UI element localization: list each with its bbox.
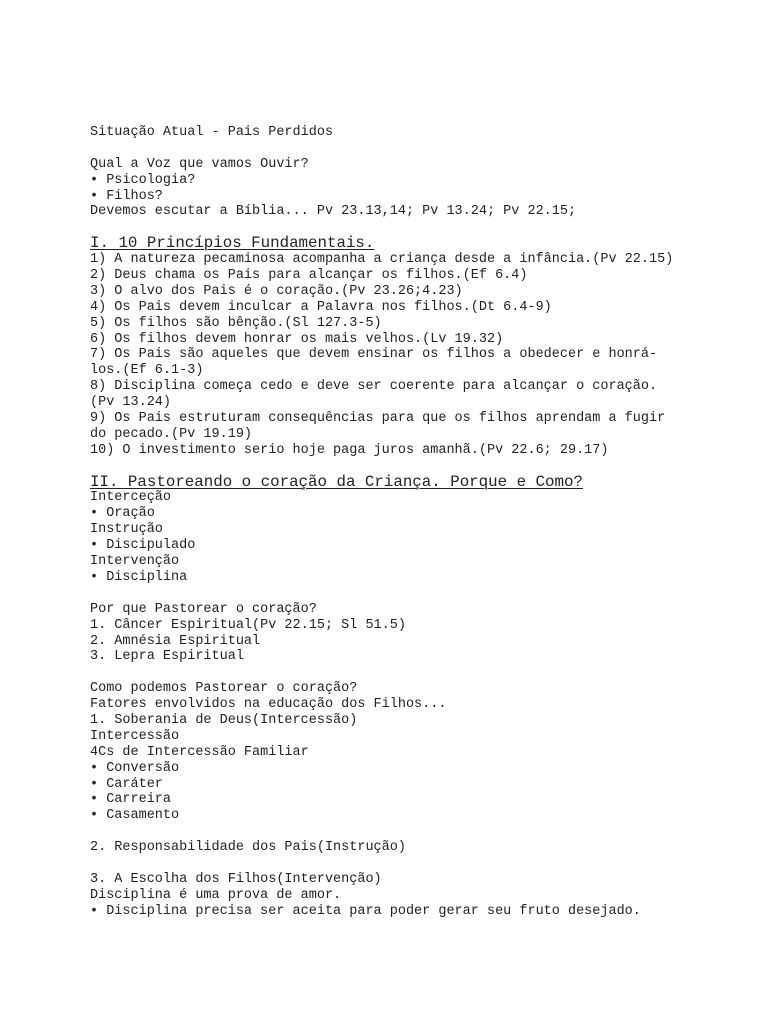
pillar-title: Interceção — [90, 490, 172, 506]
how-question: Como podemos Pastorear o coração? — [90, 681, 358, 697]
intro-question: Qual a Voz que vamos Ouvir? — [90, 156, 309, 172]
factor-3-note: Disciplina é uma prova de amor. — [90, 887, 342, 903]
factor-1-title: 1. Soberania de Deus(Intercessão) — [90, 712, 358, 728]
principle-item: 9) Os Pais estruturam consequências para que os filhos aprendam a fugir — [90, 411, 666, 427]
factor-2-title: 2. Responsabilidade dos Pais(Instrução) — [90, 840, 406, 856]
principle-item: 3) O alvo dos Pais é o coração.(Pv 23.26;4.23) — [90, 283, 463, 299]
document-page — [90, 125, 730, 920]
blank-line — [90, 665, 730, 681]
factor-1-bullet: • Caráter — [90, 776, 163, 792]
principle-item: 2) Deus chama os Pais para alcançar os filhos.(Ef 6.4) — [90, 268, 528, 284]
pillar-title: Intervenção — [90, 554, 180, 570]
factor-3-title: 3. A Escolha dos Filhos(Intervenção) — [90, 871, 382, 887]
factor-1-bullet: • Casamento — [90, 808, 180, 824]
principle-item: 6) Os filhos devem honrar os mais velhos.(Lv 19.32) — [90, 331, 504, 347]
section-1-heading: I. 10 Princípios Fundamentais. — [90, 234, 375, 253]
principle-item: 7) Os Pais são aqueles que devem ensinar os filhos a obedecer e honrá- — [90, 347, 658, 363]
why-item: 3. Lepra Espiritual — [90, 649, 244, 665]
pillar-bullet: • Oração — [90, 506, 155, 522]
principle-item: 10) O investimento serio hoje paga juros amanhã.(Pv 22.6; 29.17) — [90, 442, 609, 458]
pillar-bullet: • Disciplina — [90, 569, 188, 585]
factor-1-subtitle: Intercessão — [90, 728, 180, 744]
pillar-bullet: • Discipulado — [90, 538, 196, 554]
principle-item-continuation: do pecado.(Pv 19.19) — [90, 426, 253, 442]
principle-item-continuation: (Pv 13.24) — [90, 395, 172, 411]
principle-item: 4) Os Pais devem inculcar a Palavra nos filhos.(Dt 6.4-9) — [90, 299, 552, 315]
blank-line — [90, 586, 730, 602]
why-item: 2. Amnésia Espiritual — [90, 633, 261, 649]
blank-line — [90, 824, 730, 840]
principle-item: 5) Os filhos são bênção.(Sl 127.3-5) — [90, 315, 382, 331]
intro-bullet: • Psicologia? — [90, 172, 196, 188]
factor-3-bullet: • Disciplina precisa ser aceita para poder gerar seu fruto desejado. — [90, 903, 641, 919]
principle-item: 1) A natureza pecaminosa acompanha a criança desde a infância.(Pv 22.15) — [90, 252, 674, 268]
why-question: Por que Pastorear o coração? — [90, 601, 317, 617]
intro-bullet: • Filhos? — [90, 188, 163, 204]
principle-item-continuation: los.(Ef 6.1-3) — [90, 363, 204, 379]
factor-1-list-title: 4Cs de Intercessão Familiar — [90, 744, 309, 760]
principle-item: 8) Disciplina começa cedo e deve ser coerente para alcançar o coração. — [90, 379, 658, 395]
factor-1-bullet: • Conversão — [90, 760, 180, 776]
why-item: 1. Câncer Espiritual(Pv 22.15; Sl 51.5) — [90, 617, 406, 633]
section-2-heading: II. Pastoreando o coração da Criança. Porque e Como? — [90, 472, 583, 491]
blank-line — [90, 141, 730, 157]
document-title: Situação Atual - Pais Perdidos — [90, 125, 334, 140]
pillar-title: Instrução — [90, 522, 163, 538]
factor-1-bullet: • Carreira — [90, 792, 172, 808]
intro-answer: Devemos escutar a Bíblia... Pv 23.13,14; Pv 13.24; Pv 22.15; — [90, 204, 577, 220]
how-intro: Fatores envolvidos na educação dos Filhos... — [90, 697, 447, 713]
blank-line — [90, 856, 730, 872]
